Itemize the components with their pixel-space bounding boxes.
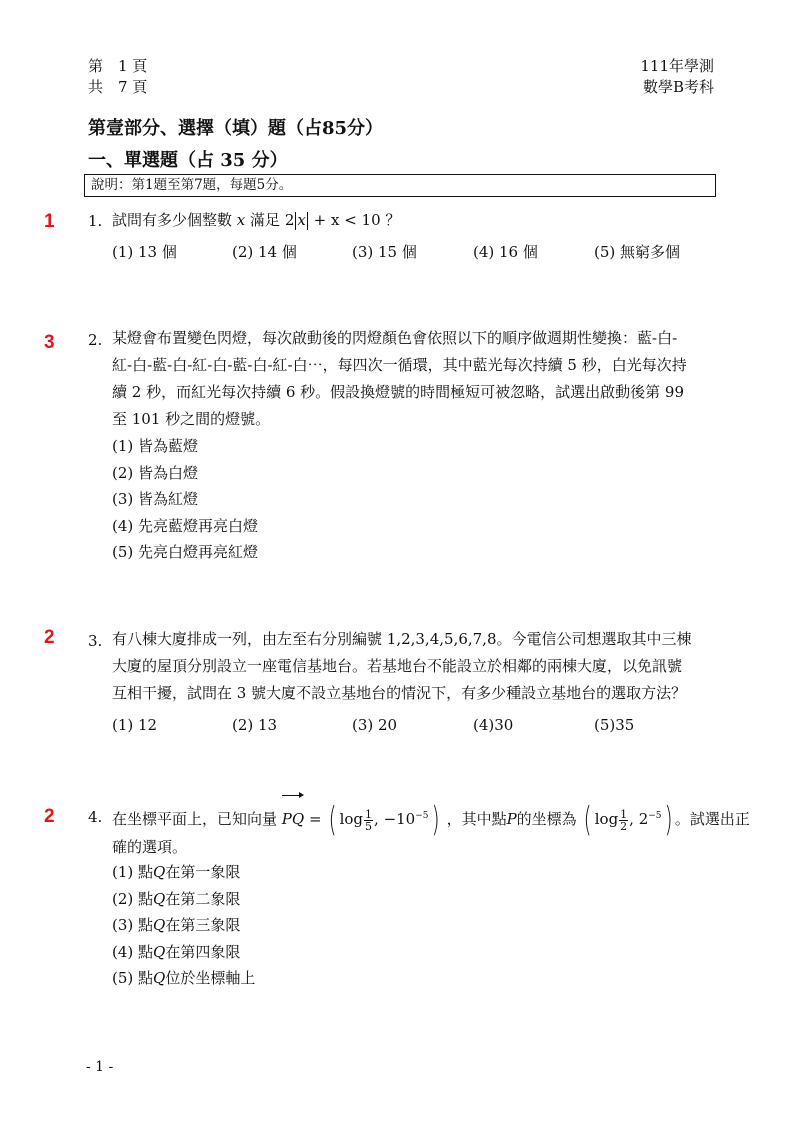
question-number: 3.: [88, 632, 103, 650]
exam-info: [640, 56, 714, 98]
q4-exponent: −5: [415, 811, 429, 821]
question-1-text: [112, 207, 716, 234]
frac-den: 5: [365, 819, 373, 833]
option-prefix: (2) 點: [112, 889, 154, 908]
exam-year: 111年學測: [640, 57, 714, 75]
q4-log: log: [339, 810, 364, 828]
q4-text-b: ，其中點: [446, 810, 507, 828]
q4-text-c: 的坐標為: [516, 810, 577, 828]
q4-equals: =: [308, 810, 322, 828]
q2-line: 至 101 秒之間的燈號。: [112, 410, 271, 428]
q3-line: 有八棟大廈排成一列，由左至右分別編號 1,2,3,4,5,6,7,8。今電信公司想選取其中三棟: [112, 630, 692, 648]
frac-den: 2: [620, 819, 628, 833]
q3-line: 互相干擾，試問在 3 號大廈不設立基地台的情況下，有多少種設立基地台的選取方法？: [112, 684, 687, 702]
q1-inequality-rest: + x < 10: [313, 211, 381, 229]
q2-option-4: (4) 先亮藍燈再亮白燈: [112, 516, 259, 535]
q4-component: , −10: [374, 810, 416, 828]
q3-option-1: (1) 12: [112, 716, 158, 734]
q4-exponent: −5: [648, 811, 662, 821]
q1-option-4: (4) 16 個: [473, 243, 538, 261]
q4-option-1: [112, 859, 255, 886]
q1-option-3: (3) 15 個: [352, 243, 417, 261]
q3-option-4: (4)30: [473, 716, 514, 734]
q4-options: [112, 859, 255, 992]
q2-option-1: (1) 皆為藍燈: [112, 437, 199, 455]
fraction-one-half: [619, 809, 628, 832]
option-suffix: 在第二象限: [165, 889, 241, 908]
q4-option-3: [112, 912, 255, 939]
point-q: Q: [153, 916, 166, 934]
option-prefix: (5) 點: [112, 969, 154, 987]
q3-option-3: (3) 20: [352, 716, 398, 734]
point-q: Q: [153, 969, 166, 987]
option-prefix: (1) 點: [112, 863, 154, 881]
q1-text-b: 滿足: [250, 211, 281, 229]
answer-mark-q2: 3: [44, 332, 55, 353]
question-4-text: [112, 794, 750, 841]
part-title: 第壹部分、選擇（填）題（占85分）: [88, 118, 384, 139]
q2-option-5: (5) 先亮白燈再亮紅燈: [112, 543, 259, 561]
frac-num: 1: [620, 807, 628, 821]
answer-mark-q4: 2: [44, 806, 55, 827]
q2-line: 某燈會布置變色閃燈，每次啟動後的閃燈顏色會依照以下的順序做週期性變換：藍-白-: [112, 329, 678, 347]
q2-option-2: (2) 皆為白燈: [112, 463, 199, 482]
question-number: 4.: [88, 808, 103, 826]
q3-option-2: (2) 13: [232, 716, 278, 734]
option-suffix: 在第一象限: [165, 863, 241, 881]
q1-variable: x: [236, 211, 246, 229]
q2-option-3: (3) 皆為紅燈: [112, 490, 199, 508]
frac-num: 1: [365, 807, 373, 821]
q1-option-1: (1) 13 個: [112, 243, 177, 261]
point-q: Q: [153, 942, 166, 961]
option-suffix: 位於坐標軸上: [165, 969, 256, 987]
fraction-one-fifth: [364, 809, 373, 832]
q1-option-2: (2) 14 個: [232, 243, 297, 261]
point-q: Q: [153, 889, 166, 908]
page-footer: - 1 -: [86, 1059, 114, 1075]
page-indicator: [88, 56, 147, 98]
option-suffix: 在第四象限: [165, 942, 241, 961]
question-number: 2.: [88, 331, 103, 349]
q3-line: 大廈的屋頂分別設立一座電信基地台。若基地台不能設立於相鄰的兩棟大廈，以免訊號: [112, 657, 683, 675]
q1-option-5: (5) 無窮多個: [594, 243, 681, 261]
q4-option-5: [112, 965, 255, 992]
instruction-box: 說明：第1題至第7題，每題5分。: [84, 174, 716, 197]
q2-options: [112, 433, 258, 566]
option-suffix: 在第三象限: [165, 916, 241, 934]
page-total: 共 7 頁: [88, 78, 148, 96]
q4-text-d: 。試選出正: [674, 810, 750, 828]
vector-pq: PQ: [282, 797, 304, 841]
question-number: 1.: [88, 212, 103, 230]
q4-line-2: 確的選項。: [112, 838, 188, 856]
q4-option-4: [112, 939, 255, 966]
q1-coefficient: 2: [284, 211, 295, 229]
q2-line: 紅-白-藍-白-紅-白-藍-白-紅-白⋯，每四次一循環，其中藍光每次持續 5 秒，白光每次持: [112, 356, 687, 374]
q4-text-a: 在坐標平面上，已知向量: [112, 810, 278, 828]
q4-log: log: [594, 810, 619, 828]
q1-question-mark: ？: [385, 211, 401, 229]
section-title: 一、單選題（占 35 分）: [88, 150, 288, 171]
paren-open: (: [328, 800, 337, 840]
q2-line: 續 2 秒，而紅光每次持續 6 秒。假設換燈號的時間極短可被忽略，試選出啟動後第 99: [112, 383, 685, 401]
abs-bar-right: [307, 212, 308, 230]
answer-mark-q3: 2: [44, 627, 55, 648]
question-3-text: [112, 626, 716, 707]
option-prefix: (3) 點: [112, 916, 154, 934]
q1-text-a: 試問有多少個整數: [112, 211, 233, 229]
answer-mark-q1: 1: [44, 211, 55, 232]
point-q: Q: [153, 863, 166, 881]
q1-abs-var: x: [297, 211, 306, 229]
q4-component: , 2: [629, 810, 649, 828]
paren-close: ): [664, 800, 673, 840]
q4-option-2: [112, 886, 255, 913]
question-2-text: [112, 325, 716, 433]
option-prefix: (4) 點: [112, 942, 154, 961]
exam-subject: 數學B考科: [642, 78, 714, 96]
page-number: 第 1 頁: [88, 57, 148, 75]
q3-option-5: (5)35: [594, 716, 635, 734]
paren-open: (: [584, 800, 593, 840]
point-p: P: [506, 810, 517, 828]
paren-close: ): [431, 800, 440, 840]
